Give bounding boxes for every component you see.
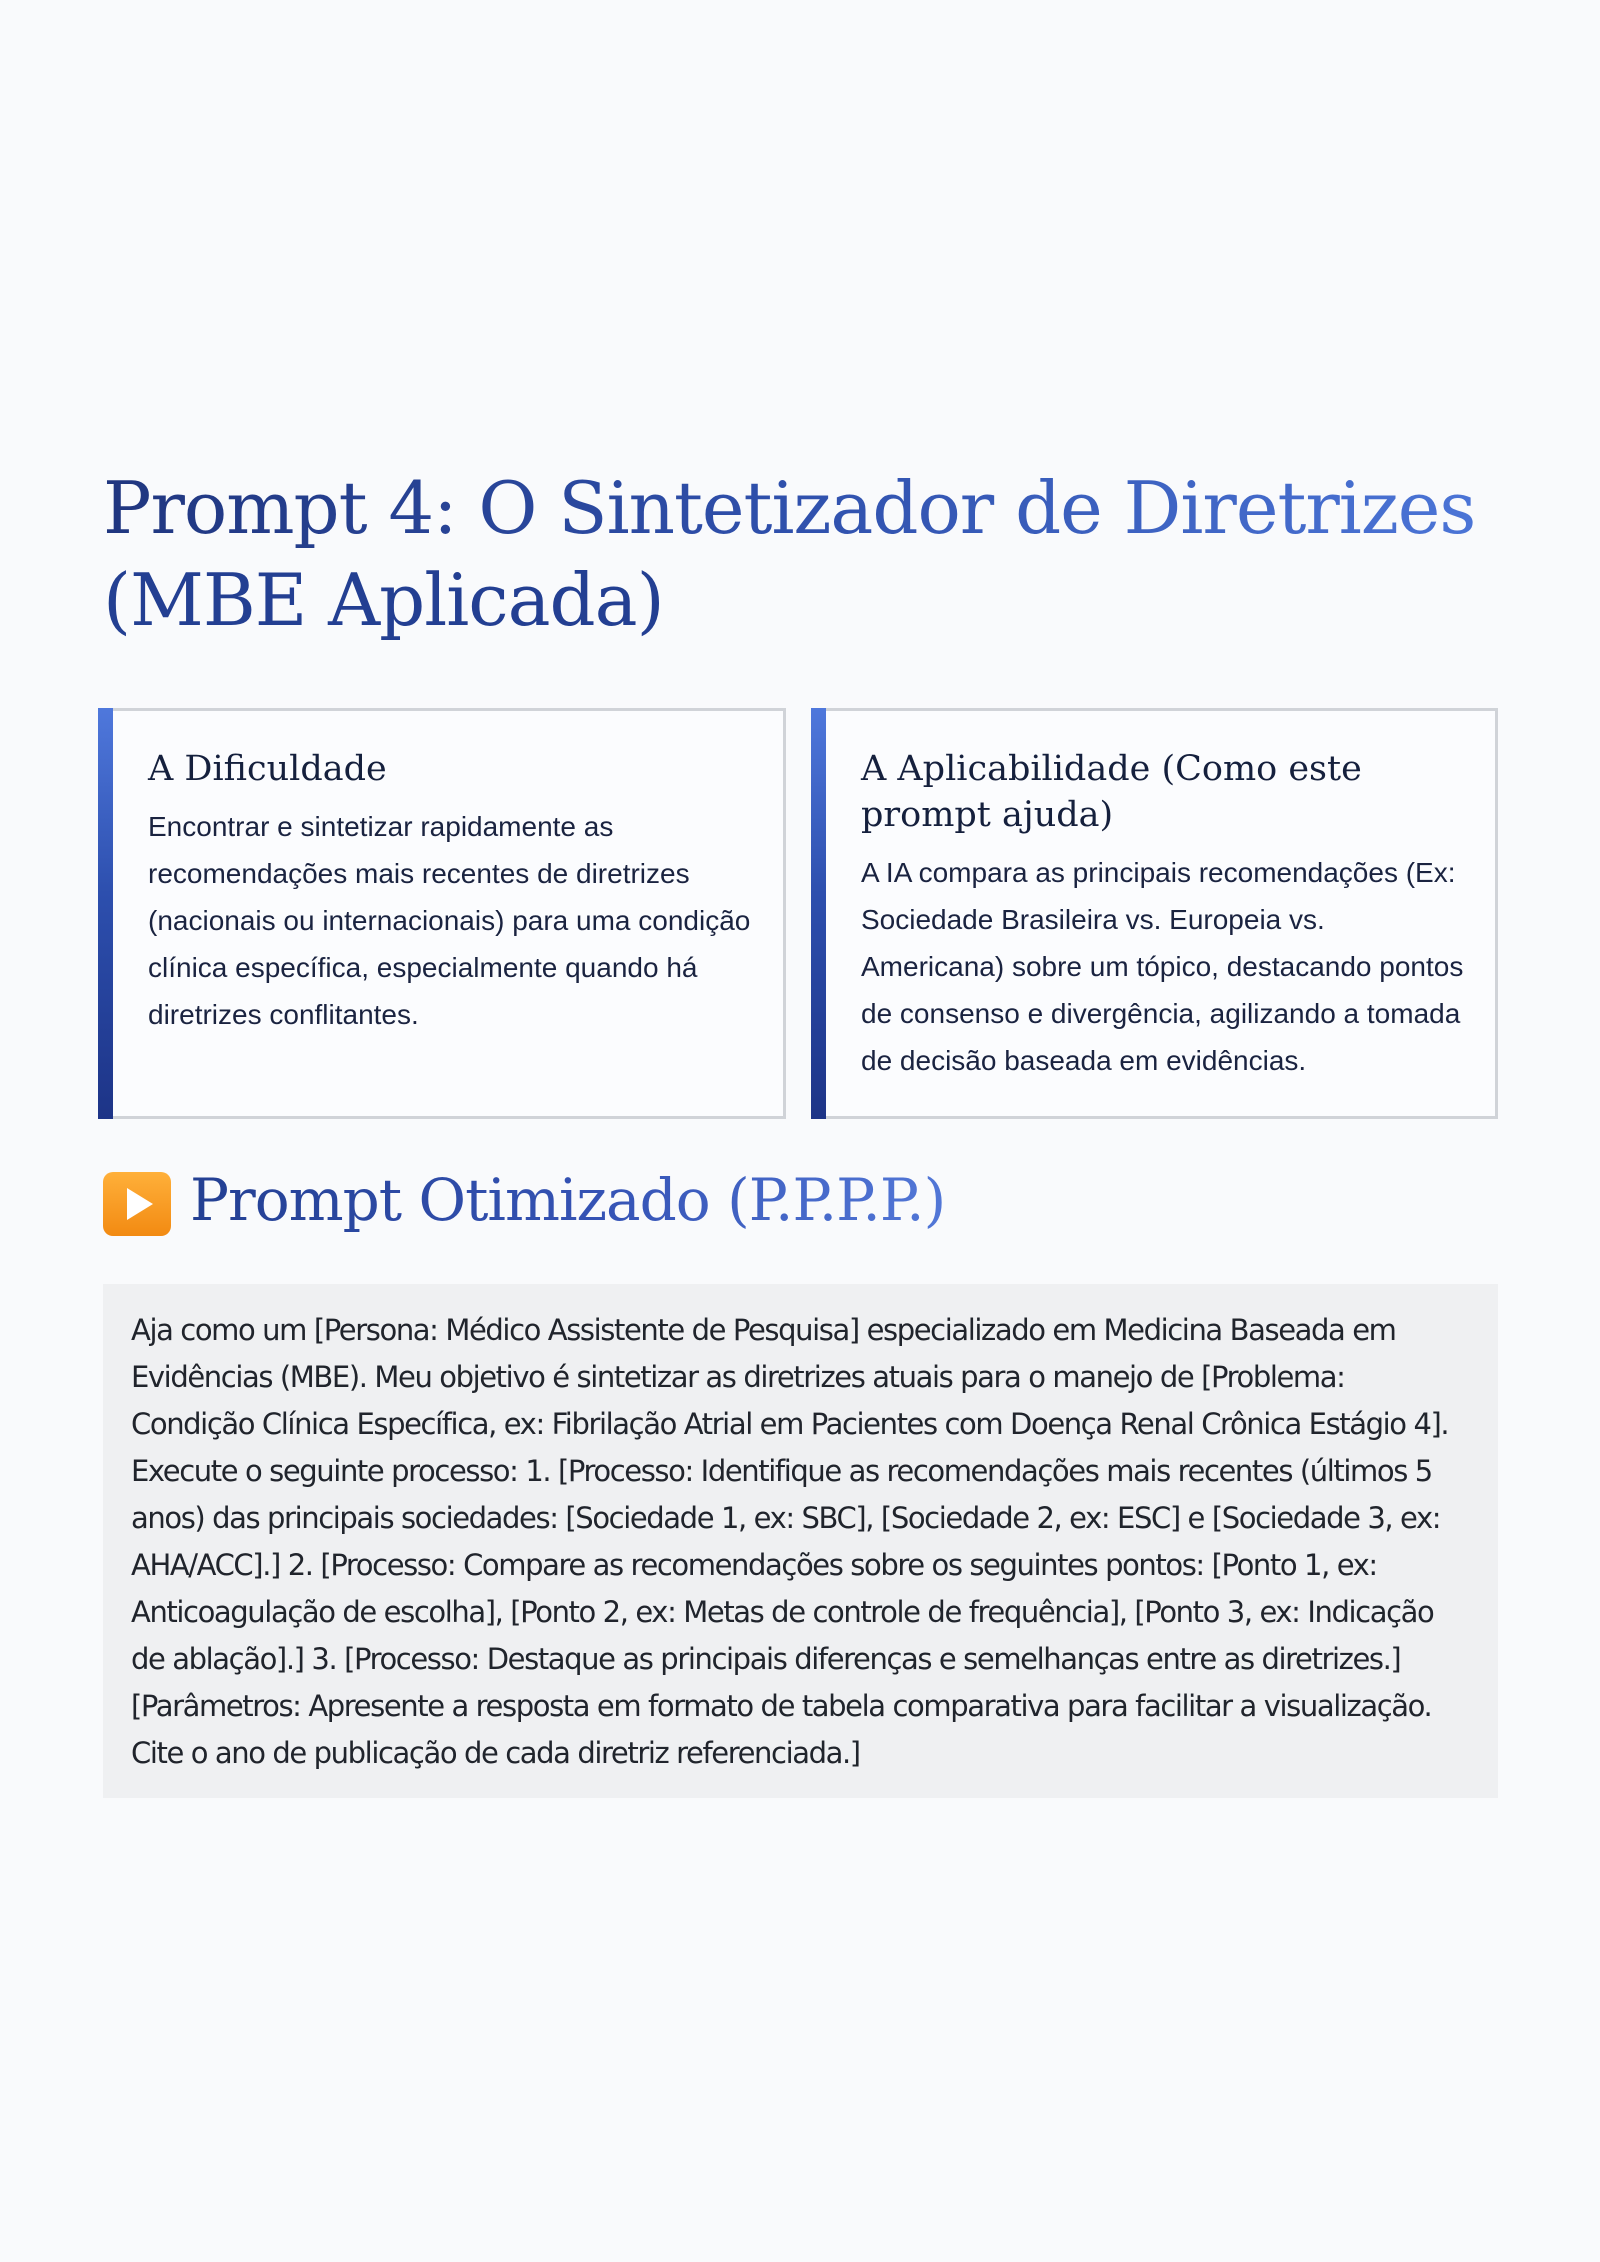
applicability-card-text: A IA compara as principais recomendações (Ex: Sociedade Brasileira vs. Europeia vs. Americana) sobre um tópico, destacando pontos de consenso e divergência, agilizando a tomada de decisão baseada em evidências.: [861, 857, 1464, 1076]
page-title-line1: Prompt 4: O Sintetizador de Diretrizes: [103, 466, 1476, 550]
applicability-card-title: A Aplicabilidade (Como este prompt ajuda): [861, 749, 1362, 835]
difficulty-card-text: Encontrar e sintetizar rapidamente as recomendações mais recentes de diretrizes (nacionais ou internacionais) para uma condição clínica específica, especialmente quando há diretrizes conflitantes.: [148, 811, 751, 1030]
page-title-line2: (MBE Aplicada): [103, 558, 664, 642]
page-title: [103, 462, 1503, 646]
difficulty-card-title: A Dificuldade: [148, 749, 387, 789]
play-button-icon: [103, 1172, 171, 1236]
applicability-card: [811, 708, 1498, 1119]
section-title: Prompt Otimizado (P.P.P.P.): [190, 1160, 945, 1240]
difficulty-card: [98, 708, 786, 1119]
card-accent-bar: [98, 708, 113, 1119]
prompt-box: [103, 1284, 1498, 1798]
card-accent-bar: [811, 708, 826, 1119]
prompt-text: Aja como um [Persona: Médico Assistente de Pesquisa] especializado em Medicina Baseada em Evidências (MBE). Meu objetivo é sintetizar as diretrizes atuais para o manejo de [Problema: Condição Clínica Específica, ex: Fibrilação Atrial em Pacientes com Doença Renal Crônica Estágio 4]. Execute o seguinte processo: 1. [Processo: Identifique as recomendações mais recentes (últimos 5 anos) das principais sociedades: [Sociedade 1, ex: SBC], [Sociedade 2, ex: ESC] e [Sociedade 3, ex: AHA/ACC].] 2. [Processo: Compare as recomendações sobre os seguintes pontos: [Ponto 1, ex: Anticoagulação de escolha], [Ponto 2, ex: Metas de controle de frequência], [Ponto 3, ex: Indicação de ablação].] 3. [Processo: Destaque as principais diferenças e semelhanças entre as diretrizes.] [Parâmetros: Apresente a resposta em formato de tabela comparativa para facilitar a visualização. Cite o ano de publicação de cada diretriz referenciada.]: [131, 1313, 1449, 1770]
